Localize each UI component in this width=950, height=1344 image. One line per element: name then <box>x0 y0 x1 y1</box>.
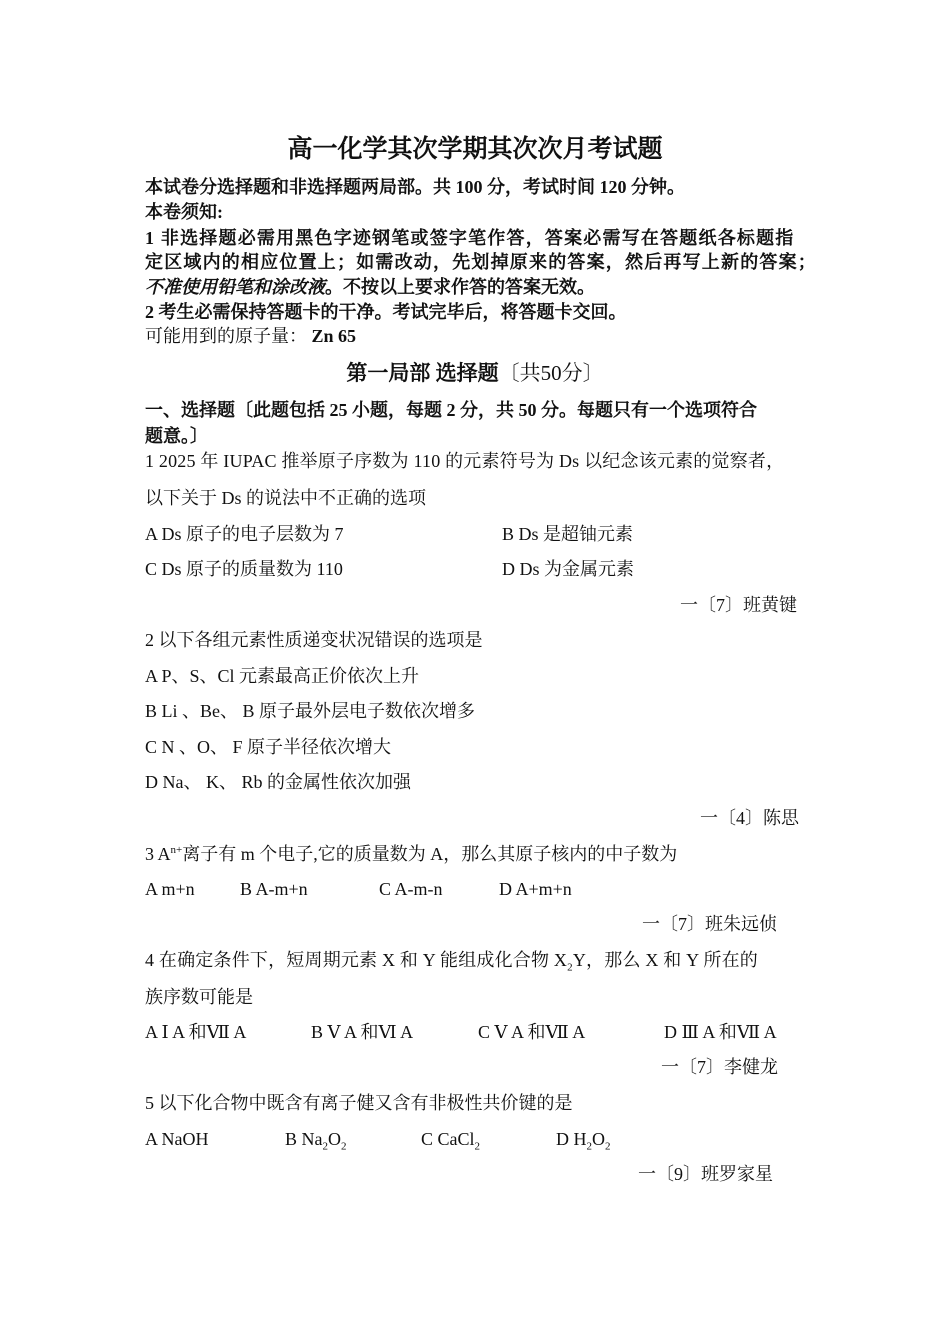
q5-option-d <box>556 1127 611 1151</box>
q1-stem-2: 以下关于 Ds 的说法中不正确的选项 <box>145 488 427 508</box>
q5-option-a: A NaOH <box>145 1129 209 1149</box>
q2-option-c: C N 、O、 F 原子半径依次增大 <box>145 737 392 757</box>
q2-option-a: A P、S、Cl 元素最高正价依次上升 <box>145 666 420 686</box>
q5-option-b-pre: B Na <box>285 1129 323 1149</box>
q5-option-b-sub-1: 2 <box>322 1140 328 1153</box>
q5-option-c <box>421 1127 480 1151</box>
q4-option-a: A Ⅰ A 和Ⅶ A <box>145 1022 247 1042</box>
q3-option-a: A m+n <box>145 879 195 899</box>
q5-option-c-sub: 2 <box>474 1140 481 1153</box>
q2-author: 一〔4〕陈思 <box>700 808 799 828</box>
intro-line-3: 1 非选择题必需用黑色字迹钢笔或签字笔作答，答案必需写在答题纸各标题指 <box>145 228 795 248</box>
q2-stem: 2 以下各组元素性质递变状况错误的选项是 <box>145 630 483 650</box>
q5-author: 一〔9〕班罗家星 <box>638 1164 773 1184</box>
q3-option-d: D A+m+n <box>499 879 572 899</box>
q4-author: 一〔7〕李健龙 <box>661 1057 778 1077</box>
q1-stem-1: 1 2025 年 IUPAC 推举原子序数为 110 的元素符号为 Ds 以纪念该元素的觉察者， <box>145 451 785 471</box>
atomic-mass-value: Zn 65 <box>311 326 357 346</box>
intro-line-5-italic: 不准使用铅笔和涂改液 <box>145 277 325 297</box>
q4-stem-1 <box>145 948 758 972</box>
q5-option-b-mid: O <box>328 1129 341 1149</box>
page-title: 高一化学其次学期其次次月考试题 <box>287 136 663 163</box>
q3-option-b: B A-m+n <box>240 879 308 899</box>
intro-line-5-rest: 。不按以上要求作答的答案无效。 <box>325 277 595 297</box>
q5-option-d-sub-2: 2 <box>605 1140 611 1153</box>
q5-option-b <box>285 1127 347 1151</box>
atomic-mass-line <box>145 324 356 348</box>
part1-heading-rest: 〔共50分〕 <box>498 361 604 385</box>
q1-option-d: D Ds 为金属元素 <box>502 559 635 579</box>
q5-option-c-pre: C CaCl <box>421 1129 475 1149</box>
q3-author: 一〔7〕班朱远侦 <box>642 914 777 934</box>
part1-heading-bold: 第一局部 选择题 <box>346 361 499 385</box>
part1-instruction-2: 题意。〕 <box>145 426 208 446</box>
intro-line-2: 本卷须知: <box>145 202 223 222</box>
q2-option-b: B Li 、Be、 B 原子最外层电子数依次增多 <box>145 701 476 721</box>
q1-author: 一〔7〕班黄键 <box>680 595 797 615</box>
q3-stem-rest: 离子有 m 个电子,它的质量数为 A，那么其原子核内的中子数为 <box>182 844 678 864</box>
q5-option-d-mid: O <box>592 1129 605 1149</box>
q4-option-b: B Ⅴ A 和Ⅵ A <box>311 1022 414 1042</box>
intro-line-4: 定区域内的相应位置上；如需改动，先划掉原来的答案，然后再写上新的答案； <box>145 252 817 272</box>
atomic-mass-label: 可能用到的原子量： <box>145 326 307 346</box>
q4-option-d: D Ⅲ A 和Ⅶ A <box>664 1022 777 1042</box>
part1-instruction-1: 一、选择题〔此题包括 25 小题，每题 2 分，共 50 分。每题只有一个选项符合 <box>145 400 757 420</box>
intro-line-1: 本试卷分选择题和非选择题两局部。共 100 分，考试时间 120 分钟。 <box>145 177 685 197</box>
q5-option-b-sub-2: 2 <box>341 1140 347 1153</box>
q4-option-c: C Ⅴ A 和Ⅶ A <box>478 1022 586 1042</box>
q3-option-c: C A-m-n <box>379 879 443 899</box>
q4-stem-1-pre: 4 在确定条件下，短周期元素 X 和 Y 能组成化合物 X <box>145 950 568 970</box>
q4-stem-2: 族序数可能是 <box>145 987 253 1007</box>
q3-num: 3 A <box>145 844 171 864</box>
q3-stem <box>145 842 677 866</box>
q3-charge-superscript: n+ <box>170 844 183 856</box>
q1-option-b: B Ds 是超铀元素 <box>502 524 634 544</box>
q4-stem-1-post: Y，那么 X 和 Y 所在的 <box>572 950 758 970</box>
q1-option-c: C Ds 原子的质量数为 110 <box>145 559 343 579</box>
q4-subscript: 2 <box>567 961 573 974</box>
q1-option-a: A Ds 原子的电子层数为 7 <box>145 524 344 544</box>
intro-line-6: 2 考生必需保持答题卡的干净。考试完毕后，将答题卡交回。 <box>145 302 627 322</box>
intro-line-5 <box>145 275 595 299</box>
q2-option-d: D Na、 K、 Rb 的金属性依次加强 <box>145 772 411 792</box>
q5-option-d-sub-1: 2 <box>586 1140 592 1153</box>
q5-stem: 5 以下化合物中既含有离子健又含有非极性共价键的是 <box>145 1093 573 1113</box>
q5-option-d-pre: D H <box>556 1129 587 1149</box>
part1-heading <box>0 358 950 388</box>
